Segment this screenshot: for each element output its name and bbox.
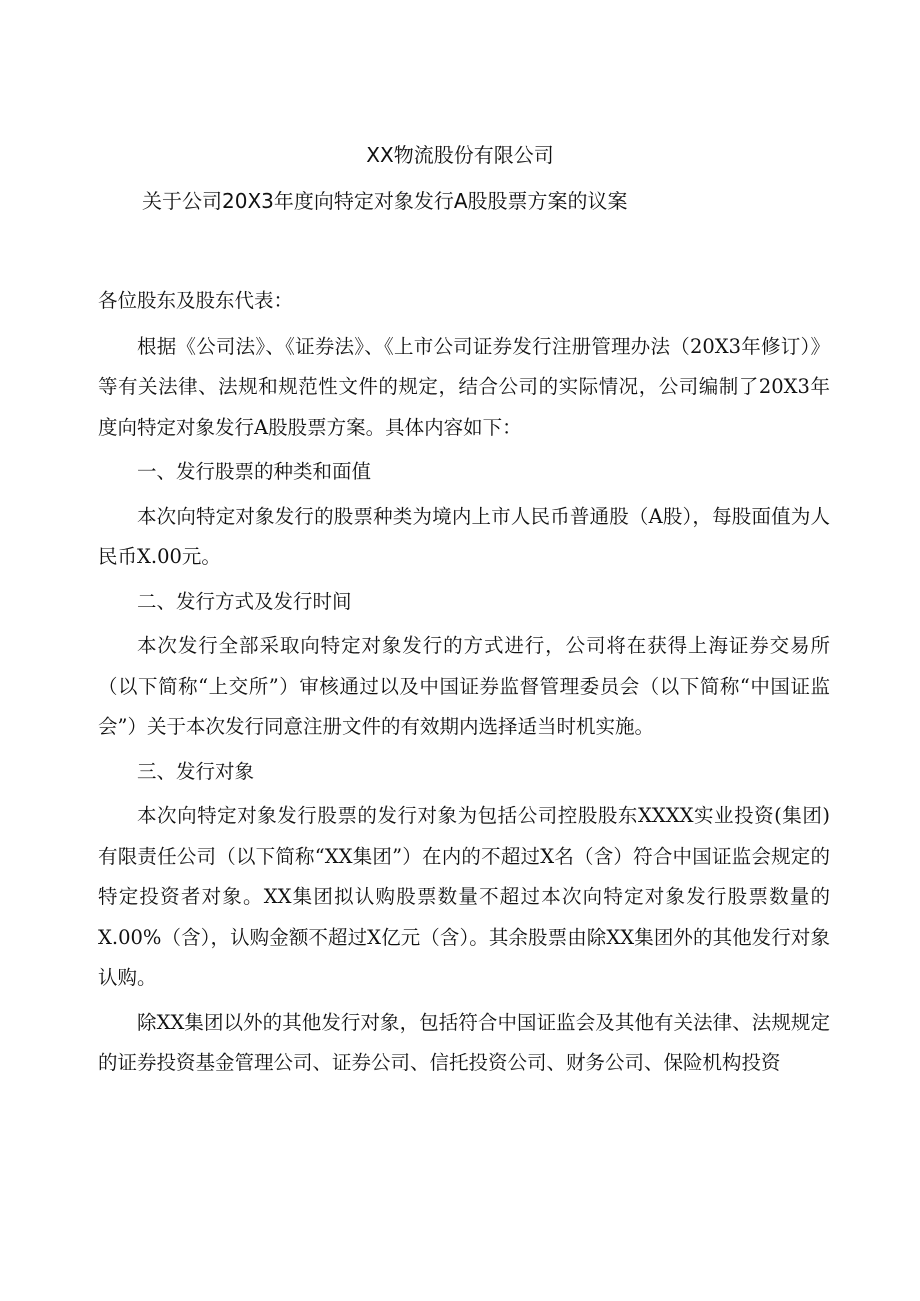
document-body	[98, 281, 830, 1088]
section-1-paragraph-1: 本次向特定对象发行的股票种类为境内上市人民币普通股（A股），每股面值为人民币X.00元。	[98, 504, 830, 568]
company-name: XX物流股份有限公司	[366, 143, 554, 167]
section-3-paragraph-2: 除XX集团以外的其他发行对象，包括符合中国证监会及其他有关法律、法规规定的证券投资基金管理公司、证券公司、信托投资公司、财务公司、保险机构投资	[98, 1010, 830, 1074]
salutation: 各位股东及股东代表：	[98, 289, 294, 312]
section-heading-1: 一、发行股票的种类和面值	[137, 460, 372, 483]
section-heading-3: 三、发行对象	[137, 759, 255, 783]
section-2-paragraph-1: 本次发行全部采取向特定对象发行的方式进行，公司将在获得上海证券交易所（以下简称“上交所”）审核通过以及中国证券监督管理委员会（以下简称“中国证监会”）关于本次发行同意注册文件的有效期内选择适当时机实施。	[98, 634, 830, 738]
section-heading-2: 二、发行方式及发行时间	[137, 589, 352, 613]
intro-paragraph: 根据《公司法》、《证券法》、《上市公司证券发行注册管理办法（20X3年修订）》等有关法律、法规和规范性文件的规定，结合公司的实际情况，公司编制了20X3年度向特定对象发行A股股票方案。具体内容如下：	[98, 334, 830, 439]
section-3-paragraph-1: 本次向特定对象发行股票的发行对象为包括公司控股股东XXXX实业投资(集团)有限责任公司（以下简称“XX集团”）在内的不超过X名（含）符合中国证监会规定的特定投资者对象。XX集团拟认购股票数量不超过本次向特定对象发行股票数量的X.00%（含），认购金额不超过X亿元（含）。其余股票由除XX集团外的其他发行对象认购。	[98, 804, 830, 989]
document-title: 关于公司20X3年度向特定对象发行A股股票方案的议案	[142, 189, 628, 213]
